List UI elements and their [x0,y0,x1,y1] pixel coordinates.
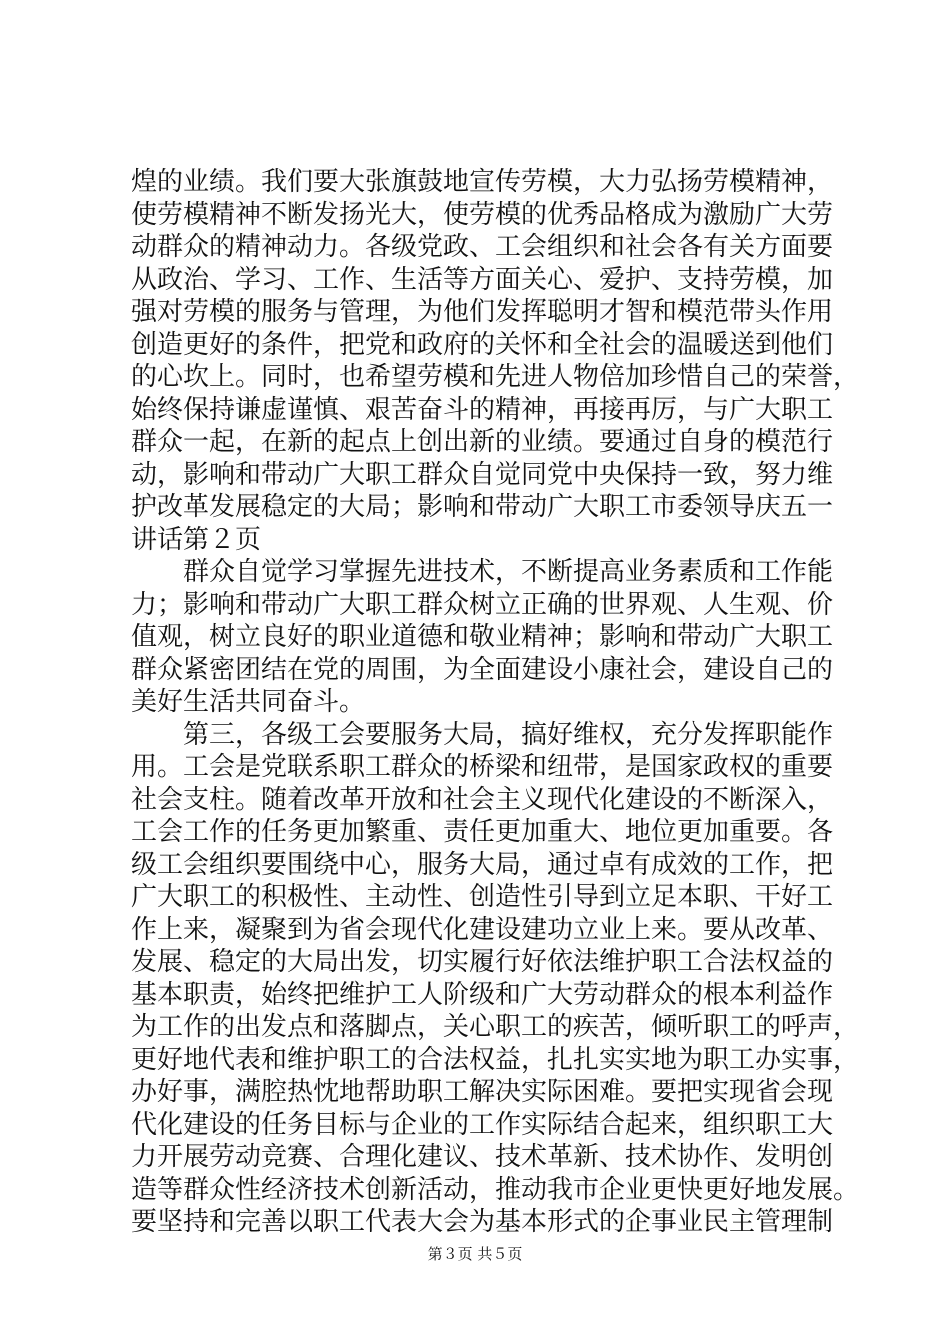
text-line-11: 护改革发展稳定的大局；影响和带动广大职工市委领导庆五一 [131,492,834,522]
text-line-4: 从政治、学习、工作、生活等方面关心、爱护、支持劳模，加 [131,264,834,295]
text-line-3: 动群众的精神动力。各级党政、工会组织和社会各有关方面要 [131,232,834,262]
text-line-28: 更好地代表和维护职工的合法权益，扎扎实实地为职工办实事， [131,1044,860,1075]
text-line-10: 动，影响和带动广大职工群众自觉同党中央保持一致，努力维 [131,459,834,490]
text-line-16: 群众紧密团结在党的周围，为全面建设小康社会，建设自己的 [131,654,834,685]
paragraph-start-line: 群众自觉学习掌握先进技术，不断提高业务素质和工作能 [183,557,834,587]
text-line-7: 的心坎上。同时，也希望劳模和先进人物倍加珍惜自己的荣誉， [131,362,860,392]
text-line-30: 代化建设的任务目标与企业的工作实际结合起来，组织职工大 [131,1109,834,1140]
text-line-9: 群众一起，在新的起点上创出新的业绩。要通过自身的模范行 [131,427,834,457]
text-line-29: 办好事，满腔热忱地帮助职工解决实际困难。要把实现省会现 [131,1077,834,1107]
document-body [131,166,860,1239]
text-line-22: 级工会组织要围绕中心，服务大局，通过卓有成效的工作，把 [131,849,834,880]
text-line-1: 煌的业绩。我们要大张旗鼓地宣传劳模，大力弘扬劳模精神， [131,167,834,197]
text-line-6: 创造更好的条件，把党和政府的关怀和全社会的温暖送到他们 [131,329,834,360]
text-line-14: 力；影响和带动广大职工群众树立正确的世界观、人生观、价 [131,589,834,620]
text-line-26: 基本职责，始终把维护工人阶级和广大劳动群众的根本利益作 [131,979,834,1010]
text-line-15: 值观，树立良好的职业道德和敬业精神；影响和带动广大职工 [131,622,834,652]
text-line-27: 为工作的出发点和落脚点，关心职工的疾苦，倾听职工的呼声， [131,1012,860,1042]
text-line-24: 作上来，凝聚到为省会现代化建设建功立业上来。要从改革、 [131,914,834,945]
text-line-25: 发展、稳定的大局出发，切实履行好依法维护职工合法权益的 [131,947,834,977]
page-number-footer: 第３页 共５页 [427,1245,523,1263]
text-line-2: 使劳模精神不断发扬光大，使劳模的优秀品格成为激励广大劳 [131,199,834,230]
text-line-17: 美好生活共同奋斗。 [131,687,366,717]
text-line-5: 强对劳模的服务与管理，为他们发挥聪明才智和模范带头作用 [131,297,834,327]
text-line-31: 力开展劳动竞赛、合理化建议、技术革新、技术协作、发明创 [131,1142,834,1172]
text-line-20: 社会支柱。随着改革开放和社会主义现代化建设的不断深入， [131,784,834,815]
text-line-23: 广大职工的积极性、主动性、创造性引导到立足本职、干好工 [131,882,834,912]
text-line-33: 要坚持和完善以职工代表大会为基本形式的企事业民主管理制 [131,1207,834,1237]
text-line-32: 造等群众性经济技术创新活动，推动我市企业更快更好地发展。 [131,1174,860,1205]
text-line-8: 始终保持谦虚谨慎、艰苦奋斗的精神，再接再厉，与广大职工 [131,394,834,425]
text-line-19: 用。工会是党联系职工群众的桥梁和纽带，是国家政权的重要 [131,752,834,782]
paragraph-start-line: 第三，各级工会要服务大局，搞好维权，充分发挥职能作 [183,719,834,750]
text-line-21: 工会工作的任务更加繁重、责任更加重大、地位更加重要。各 [131,817,834,847]
text-line-12: 讲话第２页 [131,524,262,555]
